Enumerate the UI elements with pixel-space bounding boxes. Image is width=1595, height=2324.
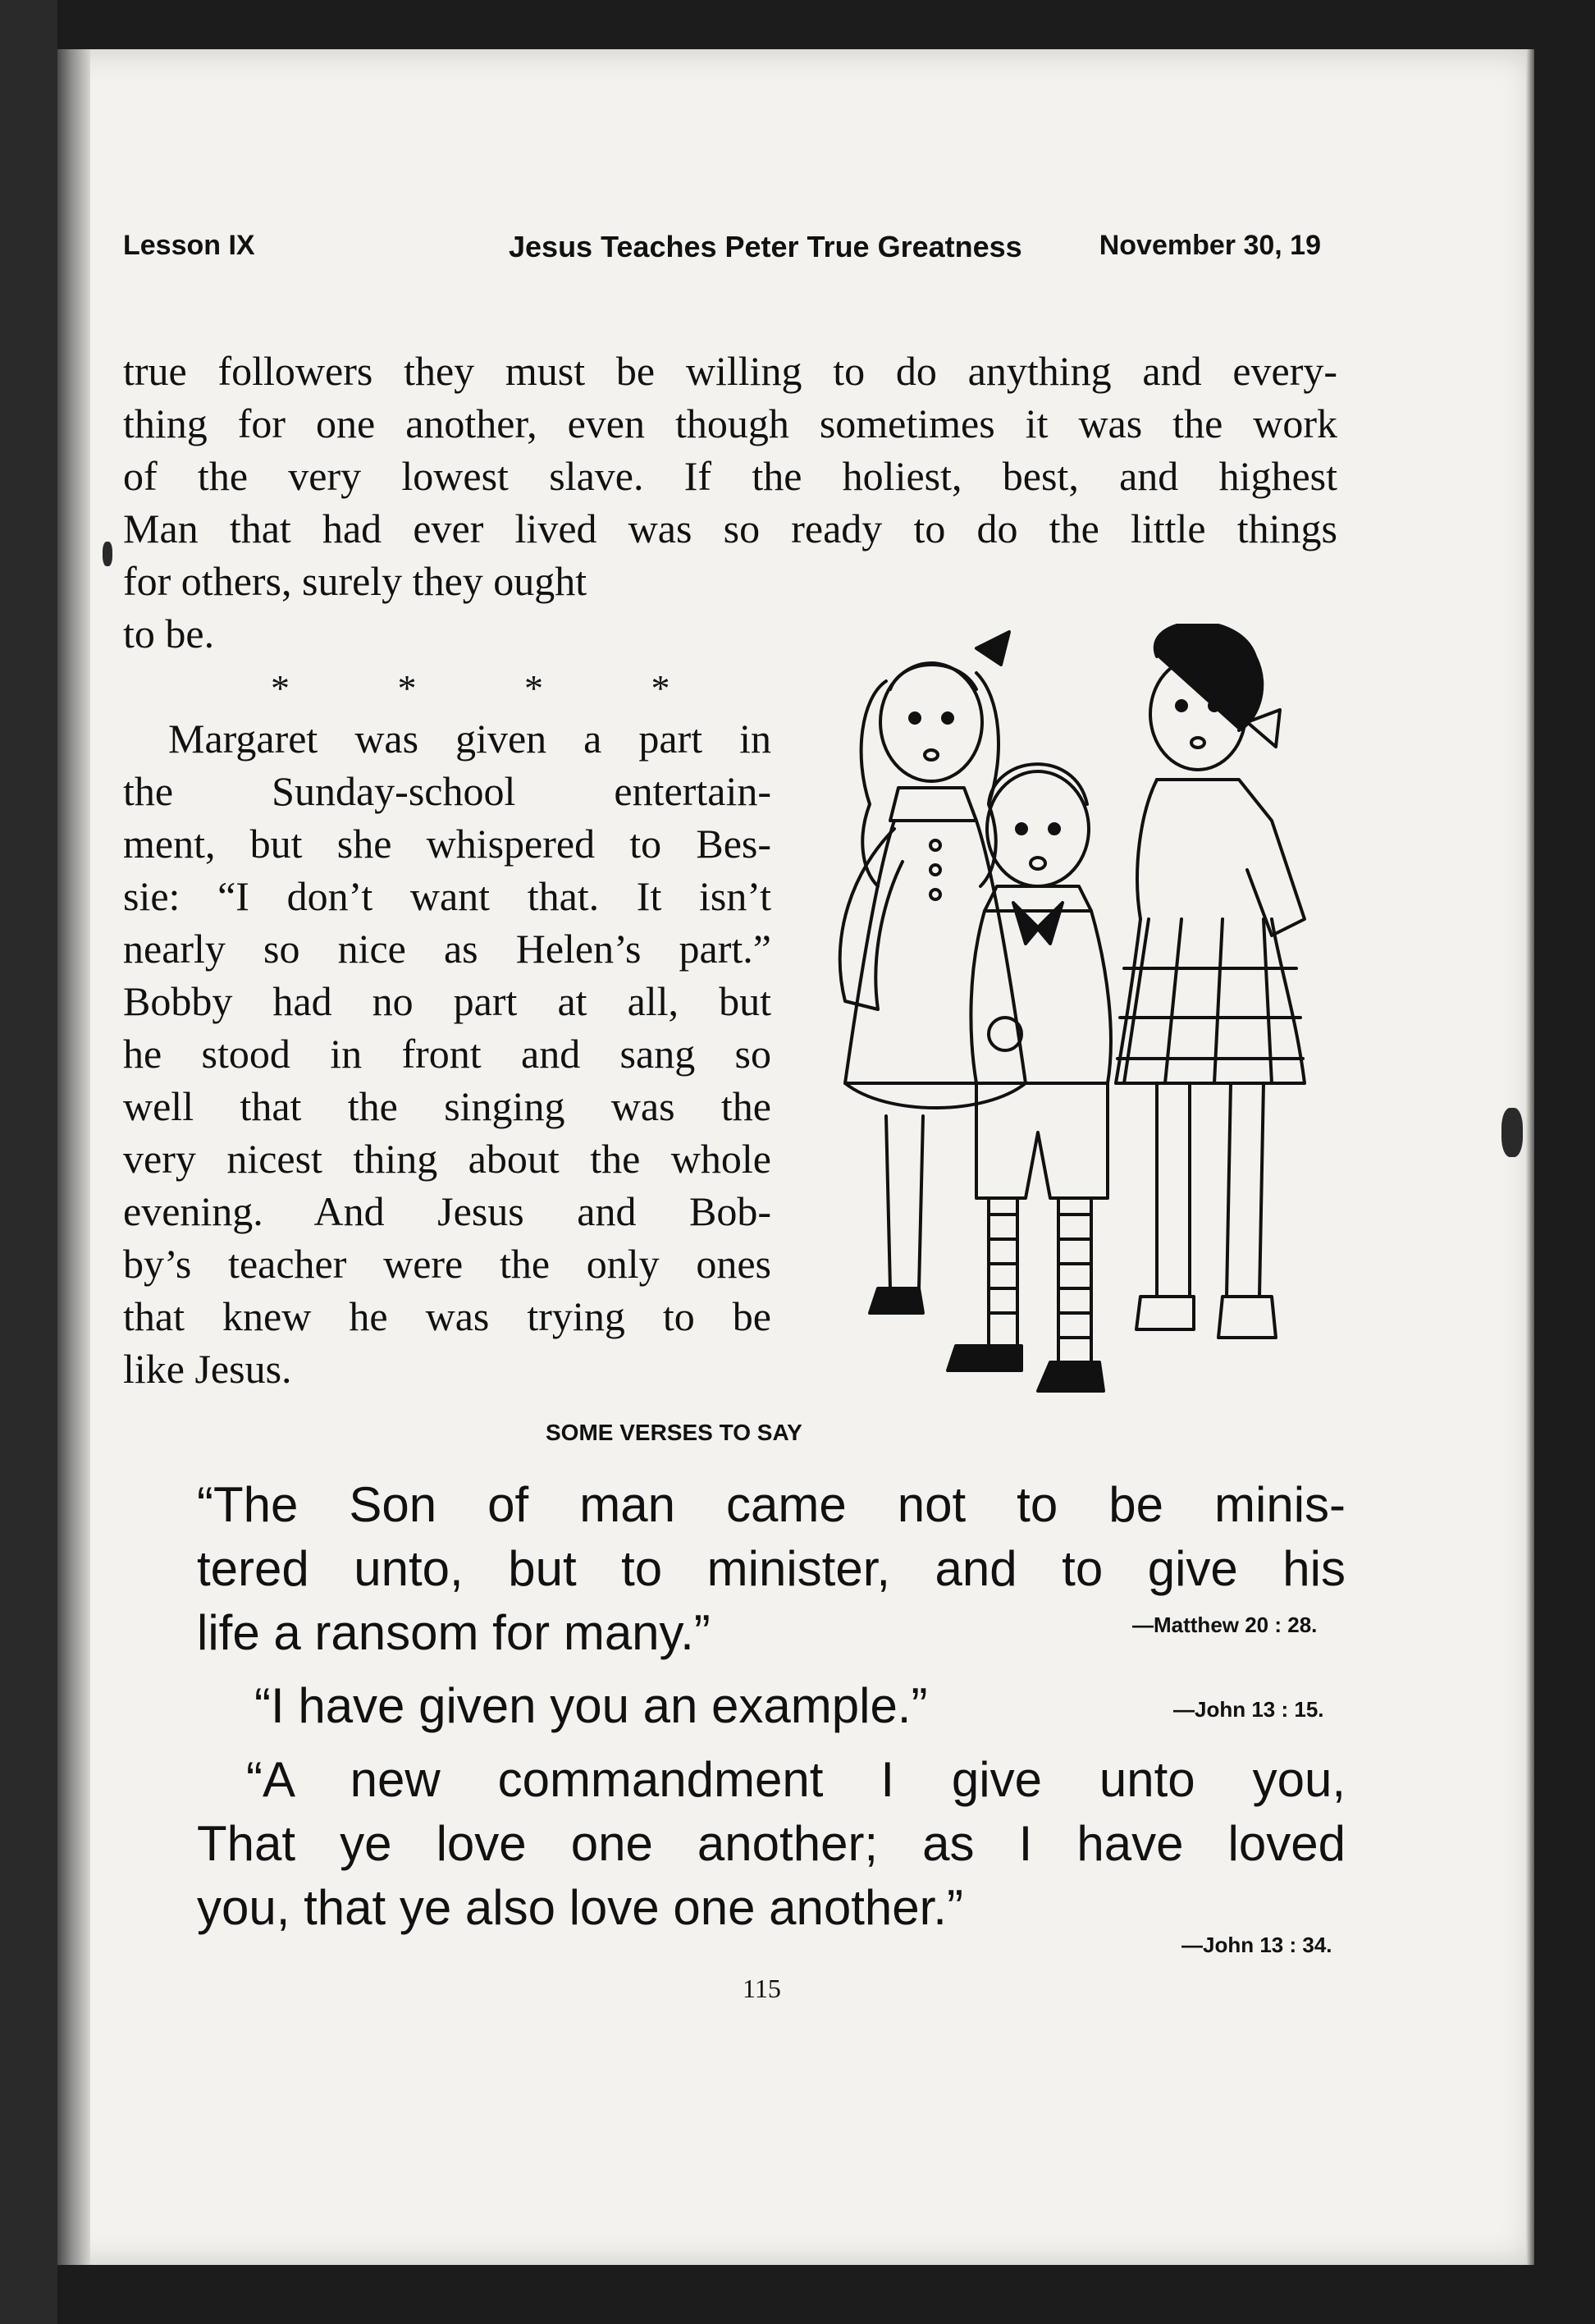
verse-line: tered unto, but to minister, and to give his xyxy=(197,1541,1346,1596)
lesson-number: Lesson IX xyxy=(123,230,255,261)
girl-right-figure xyxy=(1116,624,1305,1338)
text-line: ment, but she whispered to Bes- xyxy=(123,821,771,867)
scan-mark-left xyxy=(103,542,112,566)
text-line: by’s teacher were the only ones xyxy=(123,1241,771,1287)
text-line: Man that had ever lived was so ready to do the little things xyxy=(123,506,1337,551)
text-line: for others, surely they ought xyxy=(123,558,587,604)
verse-reference: —Matthew 20 : 28. xyxy=(1132,1613,1318,1637)
verse-line: That ye love one another; as I have loved xyxy=(197,1816,1346,1871)
text-line: nearly so nice as Helen’s part.” xyxy=(123,926,771,972)
scan-mark xyxy=(1501,1108,1523,1157)
verse-reference: —John 13 : 15. xyxy=(1173,1697,1324,1722)
verse-line: “I have given you an example.” xyxy=(254,1678,928,1733)
text-line: Margaret was given a part in xyxy=(168,716,771,762)
page-binding-shadow xyxy=(57,49,90,2265)
lesson-title: Jesus Teaches Peter True Greatness xyxy=(509,230,1022,263)
boy-middle-figure xyxy=(948,764,1111,1391)
verse-john-34 xyxy=(197,1748,1346,1940)
text-line: like Jesus. xyxy=(123,1346,292,1392)
text-line: thing for one another, even though sometimes it was the work xyxy=(123,400,1337,446)
verse-line: you, that ye also love one another.” xyxy=(197,1880,963,1935)
text-line: he stood in front and sang so xyxy=(123,1031,771,1077)
text-line: evening. And Jesus and Bob- xyxy=(123,1188,771,1234)
text-line: that knew he was trying to be xyxy=(123,1293,771,1339)
verse-line: “A new commandment I give unto you, xyxy=(246,1752,1346,1807)
page-number: 115 xyxy=(743,1974,781,2003)
running-header xyxy=(123,230,1321,279)
lesson-date: November 30, 19 xyxy=(1099,230,1321,261)
text-line: of the very lowest slave. If the holiest, best, and highest xyxy=(123,453,1337,499)
text-line: to be. xyxy=(123,611,215,656)
girl-left-figure xyxy=(840,632,1026,1313)
verse-line: life a ransom for many.” xyxy=(197,1605,711,1660)
children-singing-illustration xyxy=(812,624,1354,1395)
verse-john-15 xyxy=(254,1674,1157,1738)
verses-heading: SOME VERSES TO SAY xyxy=(546,1420,802,1445)
text-line: Bobby had no part at all, but xyxy=(123,978,771,1024)
page-edge-shadow xyxy=(1526,49,1534,2265)
verse-line: “The Son of man came not to be minis- xyxy=(197,1477,1346,1532)
scan-background-left xyxy=(0,0,57,2324)
section-separator: * * * * xyxy=(271,667,720,709)
text-line: very nicest thing about the whole xyxy=(123,1136,771,1182)
verse-reference: —John 13 : 34. xyxy=(1181,1933,1332,1957)
text-line: well that the singing was the xyxy=(123,1083,771,1129)
top-paragraph xyxy=(123,345,1337,555)
text-line: sie: “I don’t want that. It isn’t xyxy=(123,873,771,919)
text-line: the Sunday-school entertain- xyxy=(123,768,771,814)
text-line: true followers they must be willing to do anything and every- xyxy=(123,348,1337,394)
